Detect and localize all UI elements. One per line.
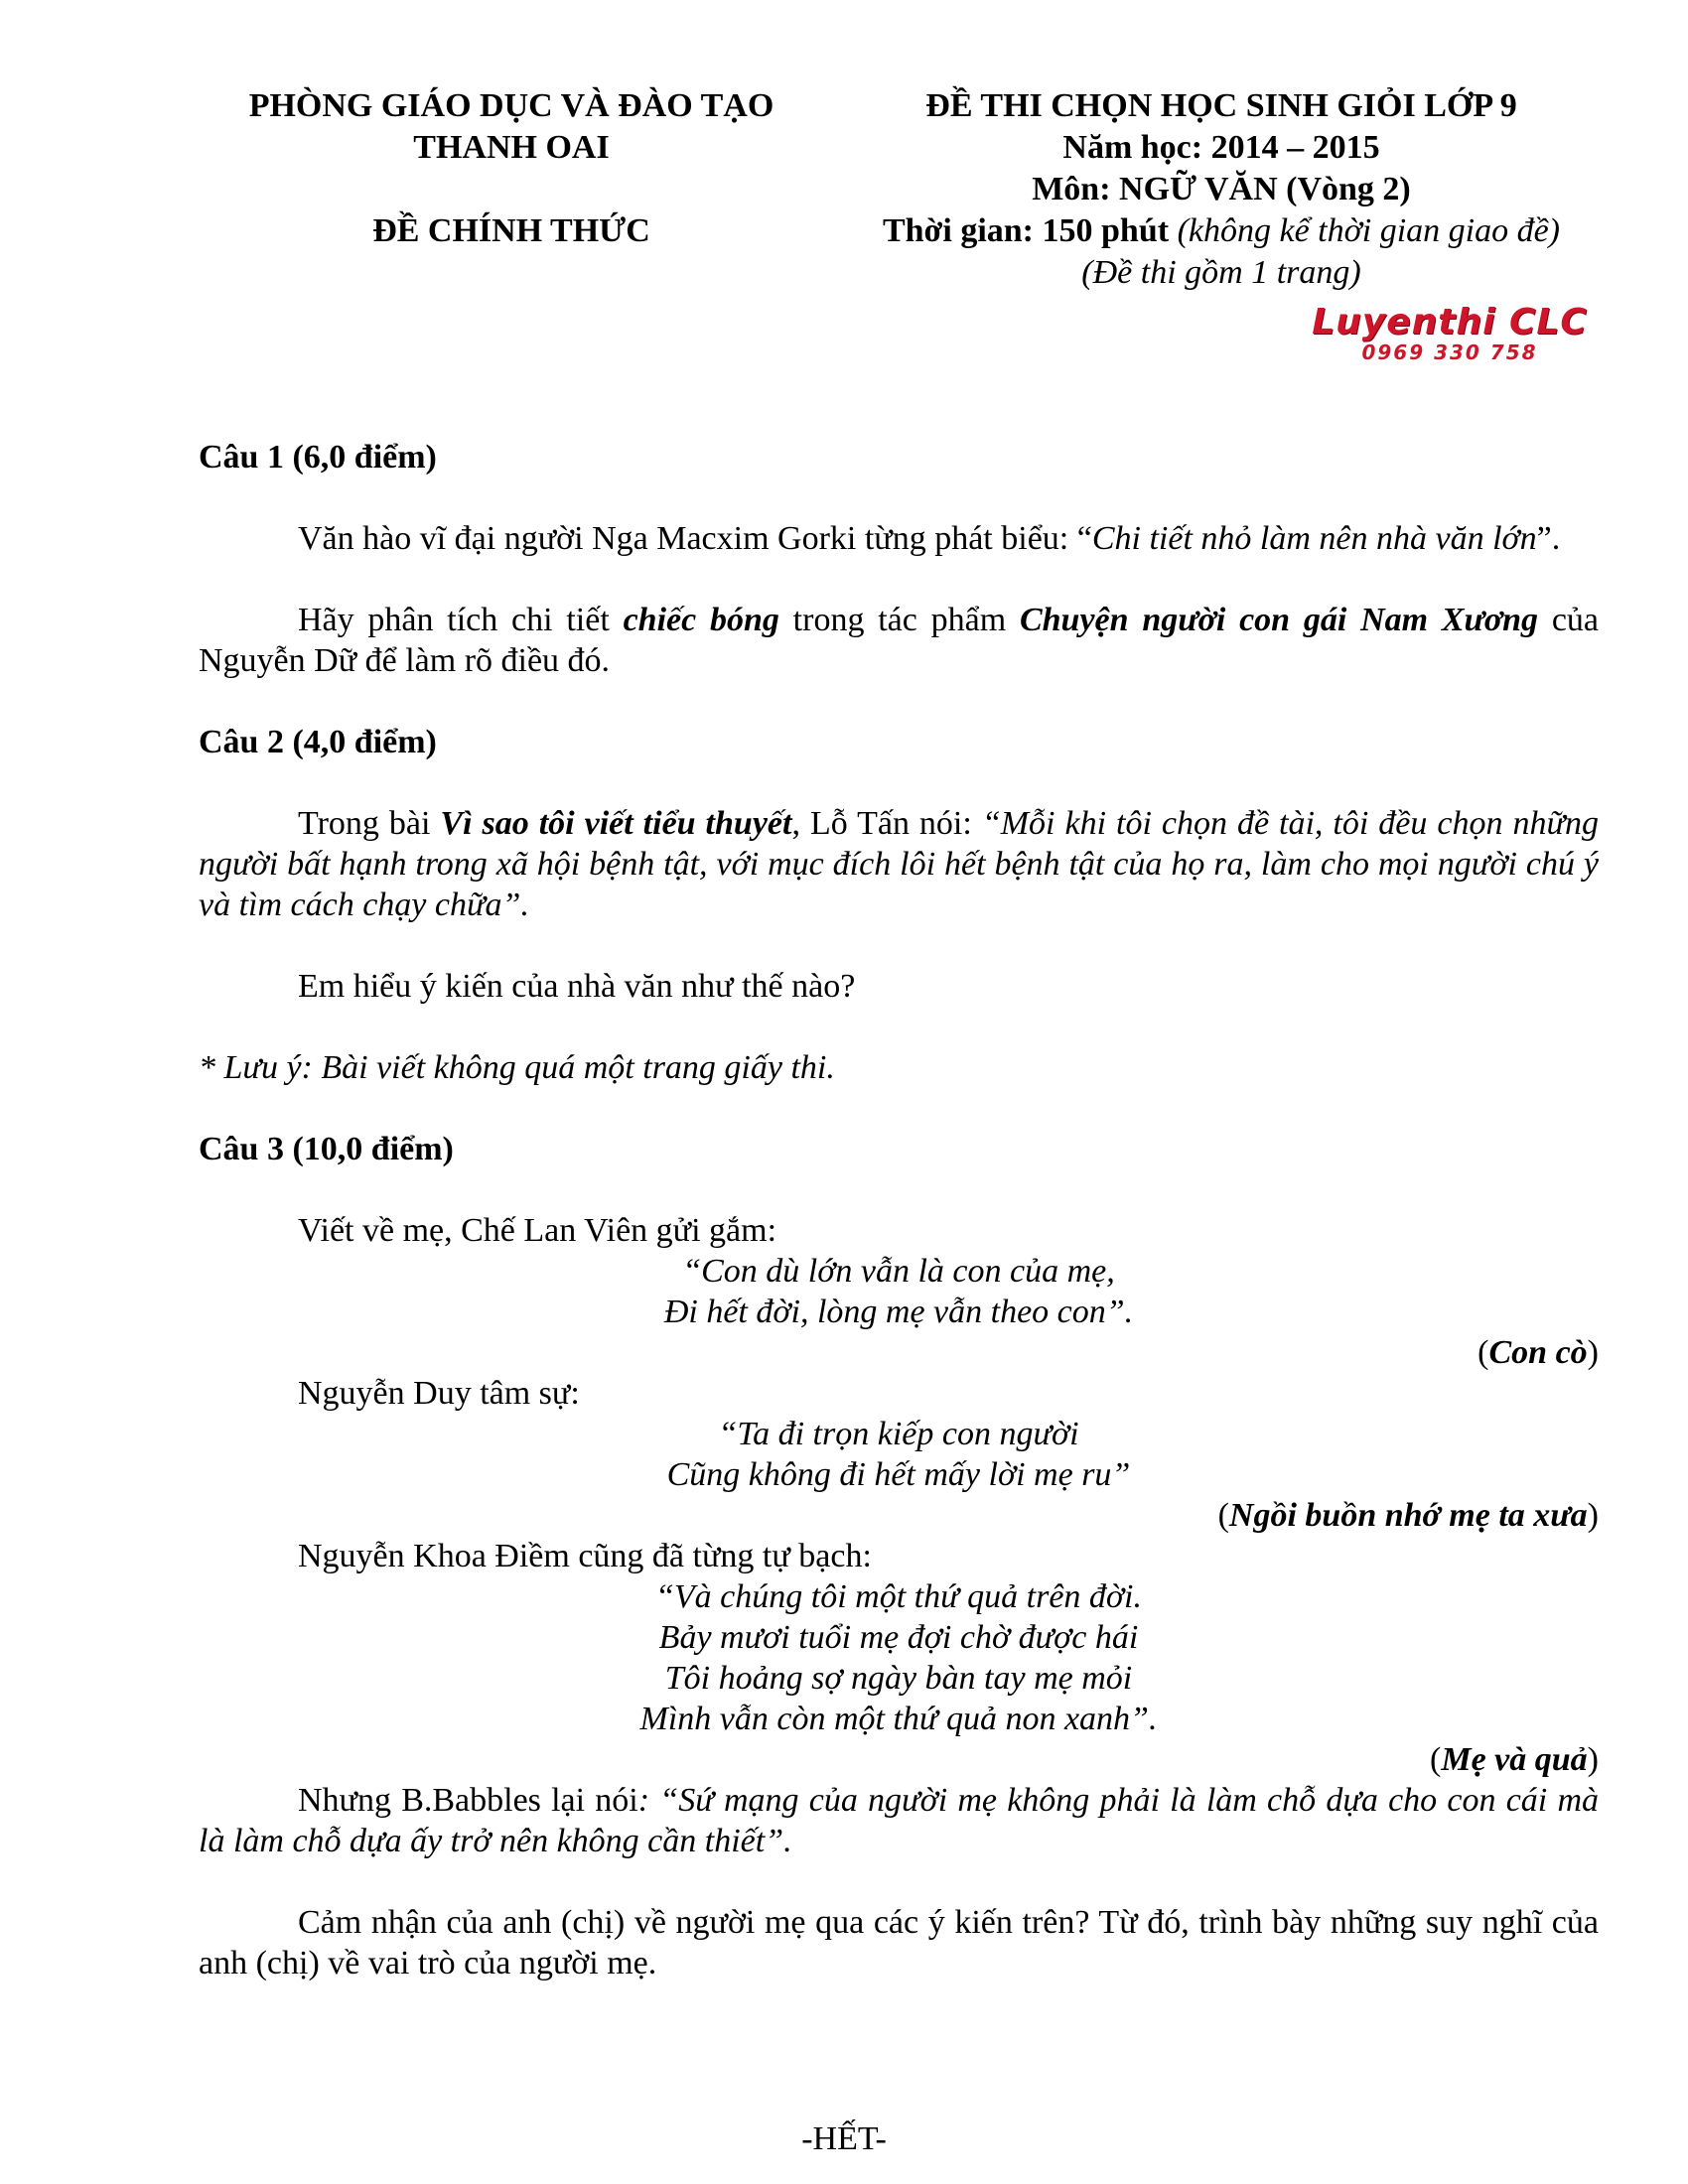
q2-quote: “Mỗi khi tôi chọn đề tài, tôi đều chọn những người bất hạnh trong xã hội bệnh tật, với mục đích lôi hết bệnh tật của họ ra, làm cho mọi người chú ý và tìm cách chạy chữa”. [199, 805, 1599, 923]
exam-title: ĐỀ THI CHỌN HỌC SINH GIỎI LỚP 9 [925, 87, 1517, 124]
official-label: ĐỀ CHÍNH THỨC [372, 212, 650, 249]
q3-poem-2 [199, 1414, 1599, 1495]
q3-intro-1: Viết về mẹ, Chế Lan Viên gửi gắm: [298, 1212, 777, 1249]
poem-line: Mình vẫn còn một thứ quả non xanh”. [639, 1701, 1158, 1737]
q2-work-title: Vì sao tôi viết tiểu thuyết [440, 805, 792, 842]
exam-time [824, 210, 1618, 252]
header-right [824, 85, 1618, 294]
q2-text-2: , Lỗ Tấn nói: [791, 805, 982, 842]
q3-poem-3 [199, 1576, 1599, 1739]
poem-line: Cũng không đi hết mấy lời mẹ ru” [666, 1456, 1131, 1493]
exam-time-bold: Thời gian: 150 phút [882, 212, 1170, 249]
source-title: Ngồi buồn nhớ mẹ ta xưa [1228, 1497, 1588, 1534]
end-mark: -HẾT- [801, 2120, 887, 2157]
babbles-quote: : “Sứ mạng của người mẹ không phải là làm chỗ dựa cho con cái mà là làm chỗ dựa ấy trở nên không cần thiết”. [199, 1782, 1599, 1859]
q3-task: Cảm nhận của anh (chị) về người mẹ qua các ý kiến trên? Từ đó, trình bày những suy nghĩ của anh (chị) về vai trò của người mẹ. [199, 1904, 1599, 1981]
q3-poem-1 [199, 1251, 1599, 1332]
poem-line: “Con dù lớn vẫn là con của mẹ, [682, 1253, 1115, 1290]
question-2-title: Câu 2 (4,0 điểm) [199, 724, 437, 760]
district-name: THANH OAI [413, 129, 610, 166]
q1-task-text-2: trong tác phẩm [778, 602, 1020, 638]
question-1-title: Câu 1 (6,0 điểm) [199, 439, 437, 476]
q3-source-2: (Ngồi buồn nhớ mẹ ta xưa) [1217, 1497, 1599, 1534]
q1-text-end: ”. [1536, 520, 1561, 557]
q3-babbles-quote [199, 1780, 1599, 1861]
q3-source-1: (Con cò) [1477, 1334, 1599, 1371]
logo-name: Luyenthi CLC [1312, 302, 1588, 342]
q3-source-3: (Mẹ và quả) [1430, 1741, 1599, 1778]
question-2-quote-paragraph [199, 803, 1599, 925]
question-2-task: Em hiểu ý kiến của nhà văn như thế nào? [298, 968, 856, 1005]
q1-work-title: Chuyện người con gái Nam Xương [1019, 602, 1539, 638]
watermark-logo [1291, 304, 1609, 365]
q1-task-text: Hãy phân tích chi tiết [298, 602, 624, 638]
source-title: Con cò [1488, 1334, 1588, 1371]
header-left [199, 85, 824, 252]
q3-intro-2: Nguyễn Duy tâm sự: [298, 1375, 580, 1412]
subject: Môn: NGỮ VĂN (Vòng 2) [1032, 171, 1411, 207]
poem-line: Bảy mươi tuổi mẹ đợi chờ được hái [658, 1619, 1139, 1656]
pages-note: (Đề thi gồm 1 trang) [1081, 254, 1361, 291]
question-3-title: Câu 3 (10,0 điểm) [199, 1131, 454, 1167]
q1-text: Văn hào vĩ đại người Nga Macxim Gorki từng phát biểu: “ [298, 520, 1092, 557]
q2-text: Trong bài [298, 805, 441, 842]
school-year: Năm học: 2014 – 2015 [1062, 129, 1380, 166]
exam-content [199, 437, 1599, 1983]
q3-intro-3: Nguyễn Khoa Điềm cũng đã từng tự bạch: [298, 1538, 872, 1574]
poem-line: “Và chúng tôi một thứ quả trên đời. [654, 1578, 1142, 1615]
question-1-quote-paragraph [199, 518, 1599, 559]
question-1-task [199, 600, 1599, 681]
babbles-text: Nhưng B.Babbles lại nói [298, 1782, 638, 1819]
exam-time-note: (không kể thời gian giao đề) [1177, 212, 1561, 249]
logo-phone: 0969 330 758 [1361, 341, 1538, 364]
question-2-note: * Lưu ý: Bài viết không quá một trang giấy thi. [199, 1049, 835, 1086]
department-name: PHÒNG GIÁO DỤC VÀ ĐÀO TẠO [248, 87, 774, 124]
poem-line: Tôi hoảng sợ ngày bàn tay mẹ mỏi [664, 1660, 1133, 1697]
q1-quote: Chi tiết nhỏ làm nên nhà văn lớn [1091, 520, 1537, 557]
poem-line: “Ta đi trọn kiếp con người [718, 1416, 1079, 1452]
poem-line: Đi hết đời, lòng mẹ vẫn theo con”. [663, 1294, 1134, 1330]
source-title: Mẹ và quả [1441, 1741, 1588, 1778]
q1-task-text-3: của Nguyễn Dữ để làm rõ điều đó. [199, 602, 1600, 679]
q1-detail: chiếc bóng [623, 602, 779, 638]
